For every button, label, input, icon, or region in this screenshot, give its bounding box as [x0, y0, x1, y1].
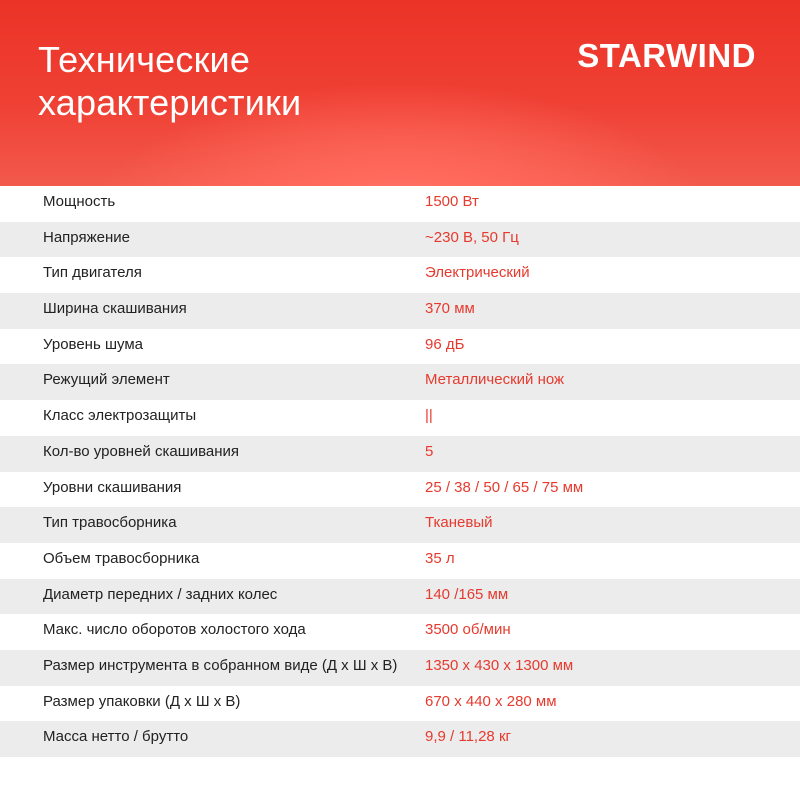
- spec-value: Электрический: [425, 264, 530, 282]
- spec-row: [0, 436, 800, 472]
- spec-row: [0, 472, 800, 508]
- spec-row: [0, 686, 800, 722]
- spec-value: ~230 В, 50 Гц: [425, 228, 519, 246]
- spec-row: [0, 579, 800, 615]
- spec-row: [0, 257, 800, 293]
- brand-logo: STARWIND: [577, 37, 756, 74]
- spec-value: 9,9 / 11,28 кг: [425, 728, 511, 746]
- spec-value: 370 мм: [425, 300, 475, 318]
- spec-row: [0, 222, 800, 258]
- spec-value: 140 /165 мм: [425, 585, 509, 603]
- spec-row: [0, 614, 800, 650]
- spec-label: Размер упаковки (Д х Ш х В): [43, 692, 241, 710]
- spec-label: Диаметр передних / задних колес: [43, 585, 278, 603]
- spec-label: Уровни скашивания: [43, 478, 182, 496]
- spec-label: Мощность: [43, 193, 116, 210]
- spec-label: Тип двигателя: [43, 264, 142, 282]
- spec-value: 3500 об/мин: [425, 621, 511, 639]
- spec-table: [0, 186, 800, 757]
- spec-label: Объем травосборника: [43, 549, 200, 567]
- spec-value: 25 / 38 / 50 / 65 / 75 мм: [425, 478, 584, 496]
- spec-value: Металлический нож: [425, 371, 565, 389]
- spec-label: Тип травосборника: [43, 514, 177, 532]
- spec-row: [0, 507, 800, 543]
- spec-value: 96 дБ: [425, 335, 465, 353]
- title-line-2: характеристики: [38, 82, 302, 123]
- spec-label: Ширина скашивания: [43, 300, 187, 318]
- page-title: [38, 38, 458, 124]
- spec-row: [0, 329, 800, 365]
- spec-row: [0, 721, 800, 757]
- spec-label: Класс электрозащиты: [43, 407, 197, 425]
- spec-value: Тканевый: [425, 514, 493, 532]
- spec-value: 1500 Вт: [425, 193, 479, 210]
- spec-row: [0, 186, 800, 222]
- spec-value: 670 х 440 х 280 мм: [425, 692, 557, 710]
- spec-value: ||: [425, 407, 433, 425]
- spec-row: [0, 650, 800, 686]
- spec-value: 35 л: [425, 549, 455, 567]
- spec-label: Кол-во уровней скашивания: [43, 442, 240, 460]
- spec-label: Макс. число оборотов холостого хода: [43, 621, 306, 639]
- title-line-1: Технические: [38, 39, 251, 80]
- spec-label: Масса нетто / брутто: [43, 728, 189, 746]
- spec-row: [0, 400, 800, 436]
- spec-label: Размер инструмента в собранном виде (Д х Ш х В): [43, 656, 398, 674]
- header-banner: [0, 0, 800, 186]
- spec-value: 1350 х 430 х 1300 мм: [425, 656, 574, 674]
- spec-label: Напряжение: [43, 228, 130, 246]
- spec-row: [0, 543, 800, 579]
- spec-row: [0, 364, 800, 400]
- spec-label: Уровень шума: [43, 335, 143, 353]
- spec-row: [0, 293, 800, 329]
- spec-value: 5: [425, 442, 434, 460]
- spec-label: Режущий элемент: [43, 371, 170, 389]
